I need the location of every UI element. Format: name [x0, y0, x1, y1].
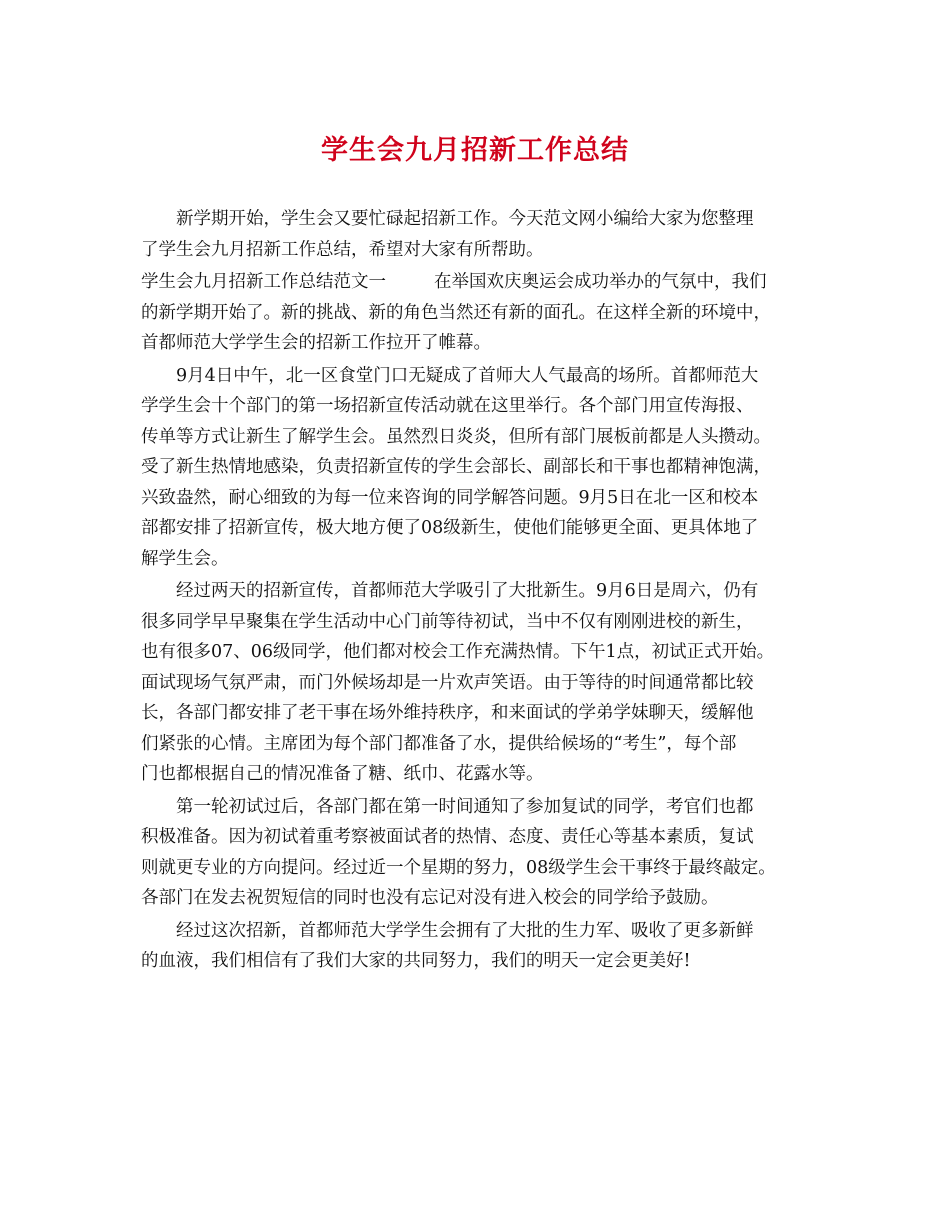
text-line: 的新学期开始了。新的挑战、新的角色当然还有新的面孔。在这样全新的环境中，: [141, 302, 771, 323]
text-line: 学学生会十个部门的第一场招新宣传活动就在这里举行。各个部门用宣传海报、: [141, 396, 754, 416]
text-line: 首都师范大学学生会的招新工作拉开了帷幕。: [141, 333, 491, 353]
text-line: 传单等方式让新生了解学生会。虽然烈日炎炎，但所有部门展板前都是人头攒动。: [141, 426, 771, 447]
text-line: 受了新生热情地感染，负责招新宣传的学生会部长、副部长和干事也都精神饱满，: [141, 457, 771, 477]
paragraph-sample-one: [141, 267, 811, 359]
text-line: 门也都根据自己的情况准备了糖、纸巾、花露水等。: [141, 764, 544, 784]
text-line: 解学生会。: [141, 548, 229, 569]
text-line: 面试现场气氛严肃，而门外候场却是一片欢声笑语。由于等待的时间通常都比较: [141, 672, 754, 693]
text-line: 兴致盎然，耐心细致的为每一位来咨询的同学解答问题。9月5日在北一区和校本: [141, 487, 759, 508]
text-line: 则就更专业的方向提问。经过近一个星期的努力，08级学生会干事终于最终敲定。: [141, 857, 776, 878]
text-line: 各部门在发去祝贺短信的同时也没有忘记对没有进入校会的同学给予鼓励。: [141, 888, 719, 908]
document-body: [141, 204, 811, 979]
text-fragment: 在举国欢庆奥运会成功举办的气氛中，我们: [434, 272, 767, 292]
text-line: 积极准备。因为初试着重考察被面试者的热情、态度、责任心等基本素质，复试: [141, 827, 754, 847]
text-line: 的血液，我们相信有了我们大家的共同努力，我们的明天一定会更美好!: [141, 951, 691, 971]
paragraph-intro: [141, 204, 811, 265]
text-line: 长，各部门都安排了老干事在场外维持秩序，和来面试的学弟学妹聊天，缓解他: [141, 703, 754, 723]
text-line: 很多同学早早聚集在学生活动中心门前等待初试，当中不仅有刚刚进校的新生，: [141, 611, 754, 632]
paragraph-conclusion: [141, 916, 811, 977]
text-line: 也有很多07、06级同学，他们都对校会工作充满热情。下午1点，初试正式开始。: [141, 642, 775, 662]
text-line: 部都安排了招新宣传，极大地方便了08级新生，使他们能够更全面、更具体地了: [141, 518, 759, 538]
text-line: 经过这次招新，首都师范大学学生会拥有了大批的生力军、吸收了更多新鲜: [176, 920, 754, 941]
text-line: 经过两天的招新宣传，首都师范大学吸引了大批新生。9月6日是周六，仍有: [176, 581, 759, 601]
text-line: 们紧张的心情。主席团为每个部门都准备了水，提供给候场的“考生”，每个部: [141, 733, 737, 754]
text-line: 第一轮初试过后，各部门都在第一时间通知了参加复试的同学，考官们也都: [176, 796, 754, 817]
text-line: 了学生会九月招新工作总结，希望对大家有所帮助。: [141, 239, 544, 260]
paragraph-interview: [141, 576, 811, 790]
text-line-with-heading: [141, 267, 811, 298]
text-line: 新学期开始，学生会又要忙碌起招新工作。今天范文网小编给大家为您整理: [176, 209, 754, 229]
document-title: 学生会九月招新工作总结: [321, 135, 629, 166]
paragraph-second-round: [141, 792, 811, 914]
paragraph-publicity: [141, 361, 811, 575]
text-line: 9月4日中午，北一区食堂门口无疑成了首师大人气最高的场所。首都师范大: [176, 365, 759, 386]
section-heading: 学生会九月招新工作总结范文一: [141, 272, 386, 292]
